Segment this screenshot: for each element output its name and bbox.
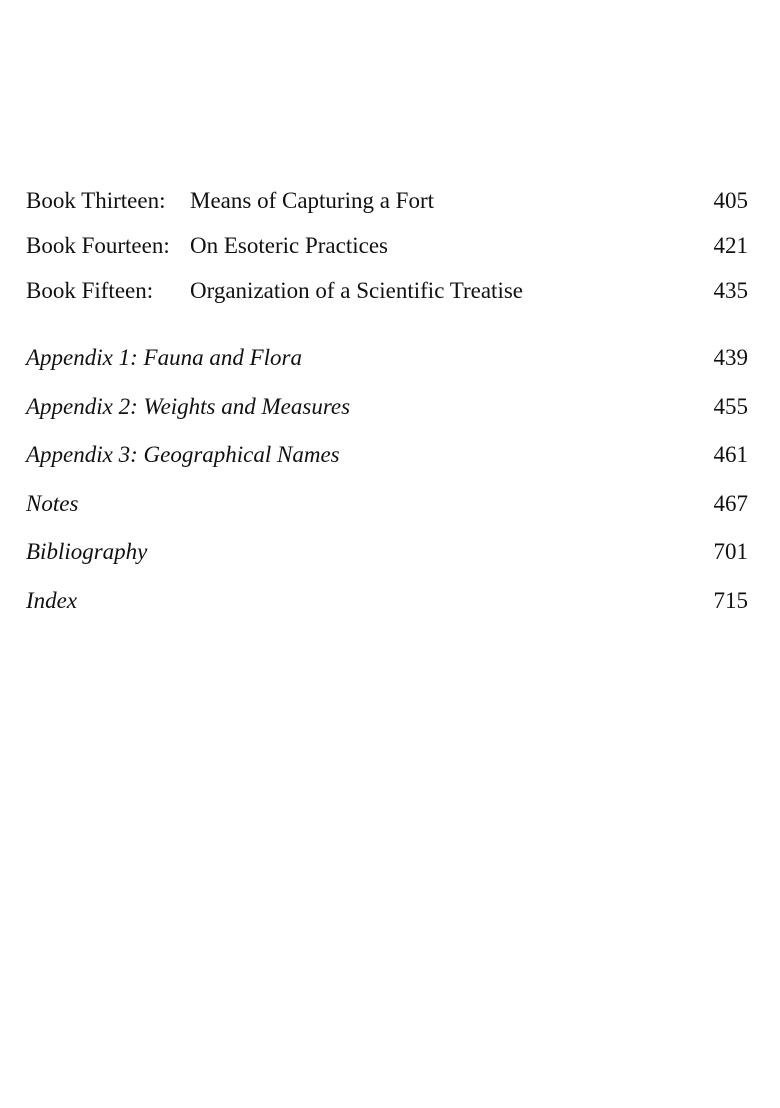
page-number: 455: [713, 394, 748, 419]
page-number: 467: [713, 491, 748, 516]
entry-title: Appendix 2: Weights and Measures: [26, 394, 351, 419]
entry-title: Appendix 3: Geographical Names: [26, 442, 340, 467]
toc-entry: [26, 491, 748, 521]
page-number: 701: [713, 539, 748, 564]
book-label: Book Fourteen:: [26, 233, 170, 258]
toc-entry: [26, 588, 748, 618]
page-number: 435: [713, 278, 748, 303]
page-number: 439: [713, 345, 748, 370]
entry-title: Index: [26, 588, 78, 613]
entry-title: Appendix 1: Fauna and Flora: [26, 345, 302, 370]
book-label: Book Fifteen:: [26, 278, 154, 303]
toc-entry: [26, 394, 748, 424]
book-label: Book Thirteen:: [26, 188, 166, 213]
page-number: 405: [713, 188, 748, 213]
toc-entry: [26, 442, 748, 472]
toc-entry: [26, 188, 748, 218]
page-number: 461: [713, 442, 748, 467]
entry-title: Means of Capturing a Fort: [190, 188, 435, 213]
toc-entry: [26, 233, 748, 263]
entry-title: Bibliography: [26, 539, 148, 564]
entry-title: On Esoteric Practices: [190, 233, 388, 258]
page-number: 421: [713, 233, 748, 258]
toc-entry: [26, 345, 748, 375]
entry-title: Notes: [26, 491, 79, 516]
toc-entry: [26, 278, 748, 308]
toc-entry: [26, 539, 748, 569]
entry-title: Organization of a Scientific Treatise: [190, 278, 523, 303]
page-number: 715: [713, 588, 748, 613]
